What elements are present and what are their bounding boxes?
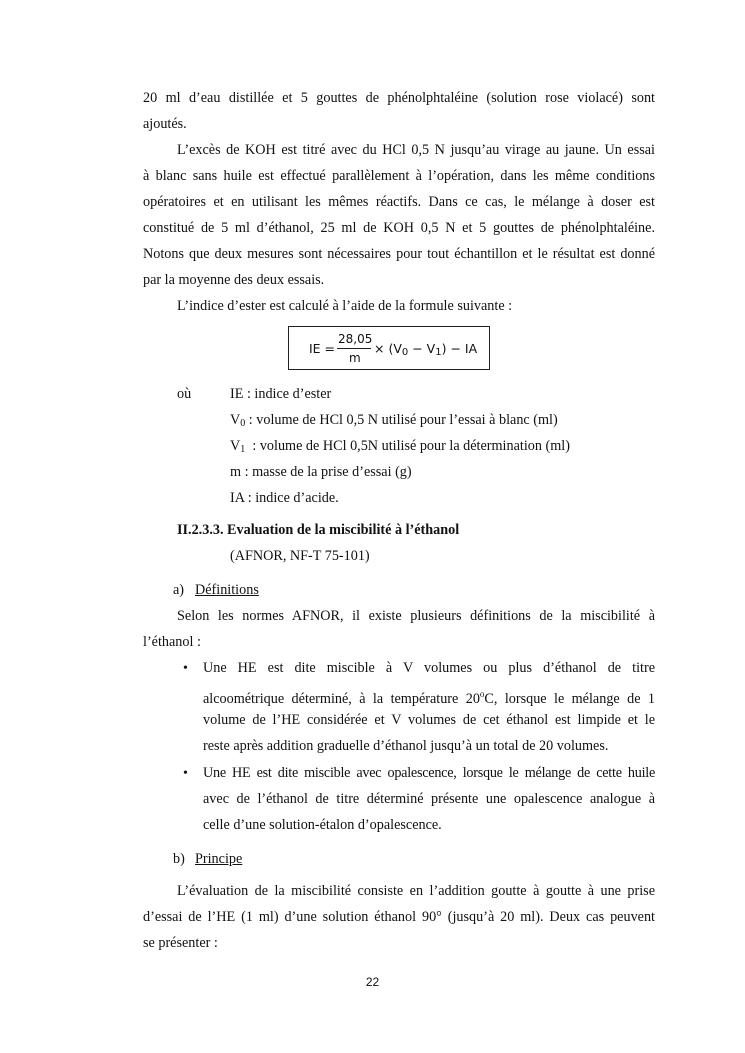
definition-m: m : masse de la prise d’essai (g) [230, 464, 412, 480]
formula-denominator: m [349, 351, 361, 365]
definition-v1: $V_1$ : volume de HCl 0,5N utilisé pour la détermination (ml) [230, 438, 570, 455]
formula-numerator: 28,05 [338, 332, 373, 346]
paragraph-line: par la moyenne des deux essais. [143, 272, 325, 288]
paragraph-line: Selon les normes AFNOR, il existe plusieurs définitions de la miscibilité à [177, 608, 655, 624]
bullet-line: reste après addition graduelle d’éthanol jusqu’à un total de 20 volumes. [203, 738, 609, 754]
definition-ie: IE : indice d’ester [230, 386, 332, 402]
paragraph-line: à blanc sans huile est effectué parallèlement à l’opération, dans les même conditions [143, 168, 655, 184]
where-label: où [177, 386, 192, 402]
paragraph-line: opératoires et en utilisant les mêmes réactifs. Dans ce cas, le mélange à doser est [143, 194, 655, 210]
subsection-b-label: b) [173, 851, 185, 867]
paragraph-line: L’excès de KOH est titré avec du HCl 0,5 N jusqu’au virage au jaune. Un essai [177, 142, 655, 158]
bullet-line: celle d’une solution-étalon d’opalescence. [203, 817, 442, 833]
bullet-line: alcoométrique déterminé, à la température 20$^o$C, lorsque le mélange de 1 [203, 689, 656, 707]
paragraph-line: se présenter : [143, 935, 218, 951]
fraction-bar [337, 348, 371, 349]
formula-lhs: IE = [309, 341, 336, 356]
paragraph-line: L’évaluation de la miscibilité consiste en l’addition goutte à goutte à une prise [177, 883, 655, 899]
paragraph-line: l’éthanol : [143, 634, 201, 650]
paragraph-line: Notons que deux mesures sont nécessaires pour tout échantillon et le résultat est donné [143, 246, 655, 262]
definition-ia: IA : indice d’acide. [230, 490, 339, 506]
paragraph-line: L’indice d’ester est calculé à l’aide de la formule suivante : [177, 298, 513, 314]
formula-rhs: × $(V_0 - V_1)$ − IA [374, 341, 478, 358]
paragraph-line: constitué de 5 ml d’éthanol, 25 ml de KOH 0,5 N et 5 gouttes de phénolphtaléine. [143, 220, 655, 236]
bullet-line: Une HE est dite miscible avec opalescence, lorsque le mélange de cette huile [203, 765, 655, 781]
bullet-line: volume de l’HE considérée et V volumes de cet éthanol est limpide et le [203, 712, 655, 728]
paragraph-line: d’essai de l’HE (1 ml) d’une solution éthanol 90° (jusqu’à 20 ml). Deux cas peuvent [143, 909, 655, 925]
bullet-line: avec de l’éthanol de titre déterminé présente une opalescence analogue à [203, 791, 655, 807]
page-number: 22 [365, 975, 380, 989]
subsection-a-title: Définitions [195, 582, 259, 598]
definition-v0: $V_0$ : volume de HCl 0,5 N utilisé pour l’essai à blanc (ml) [230, 412, 558, 429]
subsection-a-label: a) [173, 582, 185, 598]
section-reference: (AFNOR, NF-T 75-101) [230, 548, 370, 564]
paragraph-line: 20 ml d’eau distillée et 5 gouttes de phénolphtaléine (solution rose violacé) sont [143, 90, 655, 106]
bullet-icon: • [183, 766, 188, 781]
paragraph-line: ajoutés. [143, 116, 187, 132]
bullet-line: Une HE est dite miscible à V volumes ou plus d’éthanol de titre [203, 660, 655, 676]
section-heading: II.2.3.3. Evaluation de la miscibilité à l’éthanol [177, 522, 460, 538]
bullet-icon: • [183, 661, 188, 676]
subsection-b-title: Principe [195, 851, 243, 867]
